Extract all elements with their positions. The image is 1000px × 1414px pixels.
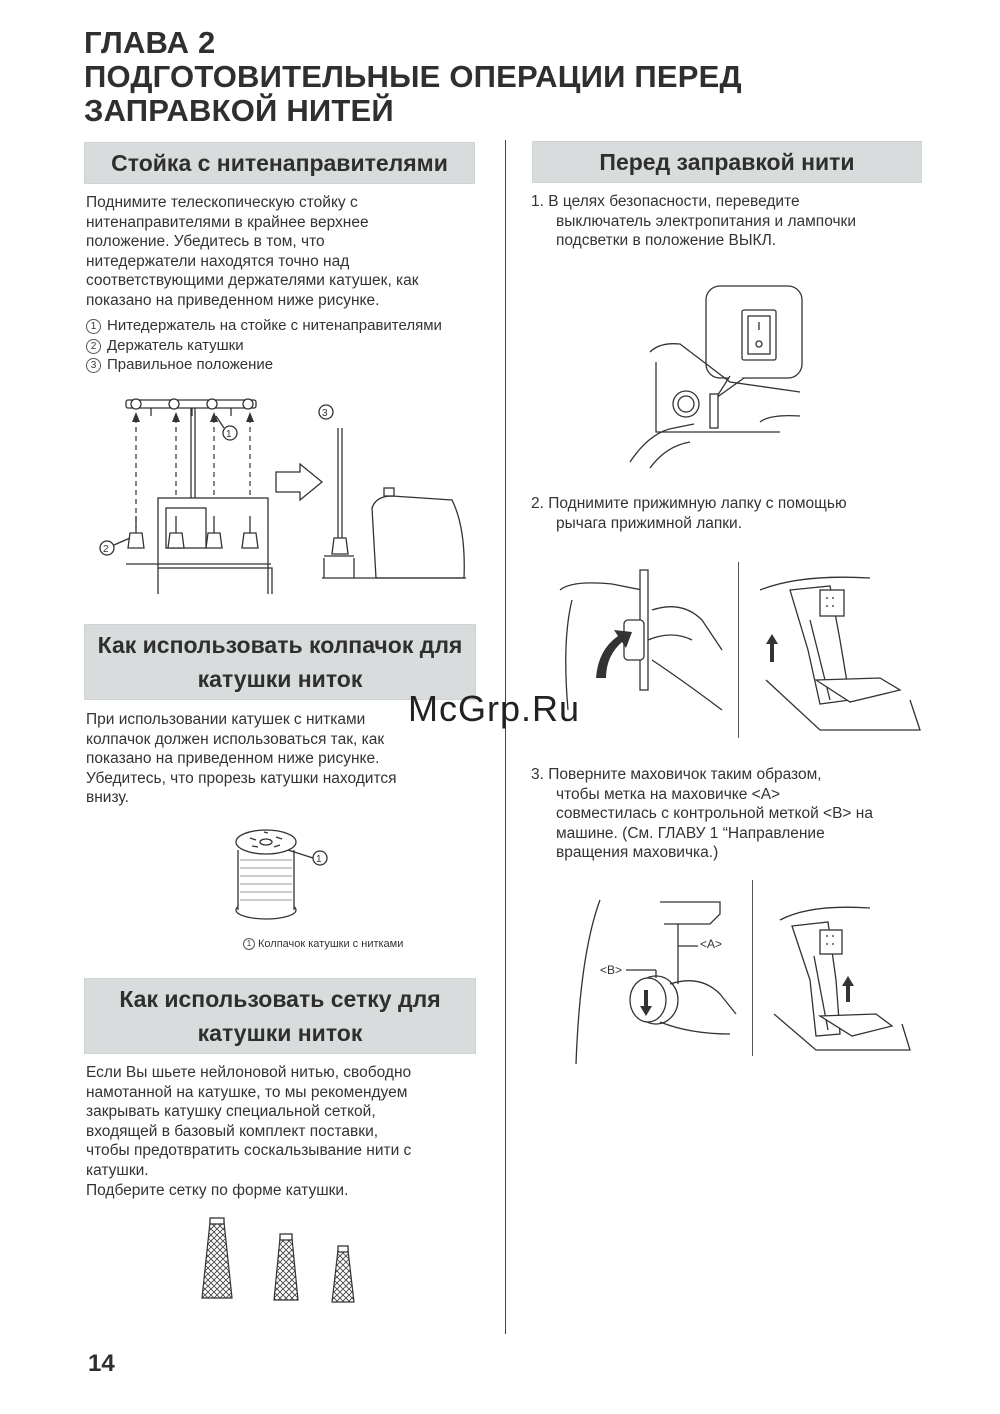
step-3 — [531, 765, 873, 863]
paragraph-line: показано на приведенном ниже рисунке. — [86, 750, 380, 768]
step-3-line — [531, 765, 873, 785]
paragraph-line: Подберите сетку по форме катушки. — [86, 1181, 349, 1199]
paragraph-line: нитедержатели находятся точно над — [86, 252, 350, 270]
fig-label-2: 2 — [103, 544, 109, 555]
paragraph-line: положение. Убедитесь в том, что — [86, 233, 325, 251]
legend-item — [86, 336, 442, 356]
paragraph-line: намотанной на катушке, то мы рекомендуем — [86, 1083, 408, 1101]
step-number: 3. — [531, 766, 544, 783]
section-title-before-threading: Перед заправкой нити — [532, 141, 922, 183]
paragraph-line: При использовании катушек с нитками — [86, 711, 366, 728]
step-number: 1. — [531, 193, 544, 210]
column-divider — [505, 140, 506, 1334]
thread-stand-illustration — [96, 388, 476, 598]
step-2-line — [531, 494, 847, 514]
step-text: Поверните маховичок таким образом, — [548, 766, 822, 783]
legend-text: Правильное положение — [107, 356, 274, 374]
step-1-line — [531, 192, 856, 212]
step-2 — [531, 494, 847, 533]
paragraph-line: колпачок должен использоваться так, как — [86, 730, 385, 748]
legend-item — [86, 316, 442, 336]
chapter-title-line3: ЗАПРАВКОЙ НИТЕЙ — [84, 93, 394, 128]
paragraph-line: чтобы предотвратить соскальзывание нити с — [86, 1142, 412, 1160]
paragraph-line: Поднимите телескопическую стойку с — [86, 194, 358, 211]
spool-cap-illustration — [228, 820, 348, 930]
handwheel-illustration — [560, 894, 740, 1074]
legend-item — [86, 355, 442, 375]
step-1 — [531, 192, 856, 251]
paragraph-line: соответствующими держателями катушек, как — [86, 272, 419, 290]
legend-text: Держатель катушки — [107, 336, 244, 354]
legend-text: Нитедержатель на стойке с нитенаправителями — [107, 317, 442, 334]
paragraph-line: Убедитесь, что прорезь катушки находится — [86, 769, 397, 787]
watermark: McGrp.Ru — [408, 688, 581, 729]
section-title-spool-net — [84, 978, 476, 1054]
figure-divider — [752, 880, 753, 1056]
fig-label-a: <A> — [700, 937, 723, 951]
section-title-thread-stand: Стойка с нитенаправителями — [84, 142, 475, 184]
legend-number: 2 — [86, 339, 101, 354]
paragraph-line: Если Вы шьете нейлоновой нитью, свободно — [86, 1064, 412, 1081]
paragraph-line: входящей в базовый комплект поставки, — [86, 1122, 379, 1140]
step-text: чтобы метка на маховичке <A> — [556, 785, 781, 803]
thread-stand-paragraph — [86, 193, 486, 311]
presser-foot-raised-illustration — [760, 560, 920, 740]
needle-raised-illustration — [770, 900, 920, 1060]
spool-net-title-line1: Как использовать сетку для — [119, 986, 441, 1012]
chapter-title-line1: ГЛАВА 2 — [84, 25, 216, 60]
caption-text: Колпачок катушки с нитками — [258, 938, 404, 950]
fig-label-b: <B> — [600, 963, 623, 977]
paragraph-line: внизу. — [86, 789, 129, 807]
chapter-heading — [84, 26, 944, 128]
step-text: В целях безопасности, переведите — [548, 193, 800, 210]
thread-stand-legend — [86, 316, 442, 375]
step-text: рычага прижимной лапки. — [556, 514, 742, 532]
step-text: вращения маховичка.) — [556, 844, 719, 862]
paragraph-line: закрывать катушку специальной сеткой, — [86, 1103, 376, 1121]
spool-net-paragraph — [86, 1063, 486, 1200]
caption-number: 1 — [243, 938, 255, 950]
paragraph-line: показано на приведенном ниже рисунке. — [86, 291, 380, 309]
step-text: машине. (См. ГЛАВУ 1 “Направление — [556, 824, 825, 842]
fig-label-3: 3 — [322, 408, 328, 419]
page-number: 14 — [88, 1350, 115, 1377]
paragraph-line: нитенаправителями в крайнее верхнее — [86, 213, 369, 231]
step-text: Поднимите прижимную лапку с помощью — [548, 495, 847, 512]
figure-divider — [738, 562, 739, 738]
step-number: 2. — [531, 495, 544, 512]
fig-label-cap: 1 — [316, 854, 322, 865]
paragraph-line: катушки. — [86, 1161, 149, 1179]
spool-net-title-line2: катушки ниток — [197, 1020, 363, 1046]
spool-net-illustration — [196, 1214, 376, 1314]
spool-cap-caption — [243, 938, 403, 950]
legend-number: 3 — [86, 358, 101, 373]
legend-number: 1 — [86, 319, 101, 334]
spool-cap-title-line1: Как использовать колпачок для — [97, 632, 463, 658]
fig-label-1: 1 — [226, 429, 232, 440]
power-switch-illustration — [620, 282, 810, 472]
step-text: выключатель электропитания и лампочки — [556, 212, 856, 230]
chapter-title-line2: ПОДГОТОВИТЕЛЬНЫЕ ОПЕРАЦИИ ПЕРЕД — [84, 59, 742, 94]
step-text: подсветки в положение ВЫКЛ. — [556, 232, 777, 250]
spool-cap-title-line2: катушки ниток — [197, 666, 363, 692]
step-text: совместилась с контрольной меткой <B> на — [556, 805, 873, 823]
